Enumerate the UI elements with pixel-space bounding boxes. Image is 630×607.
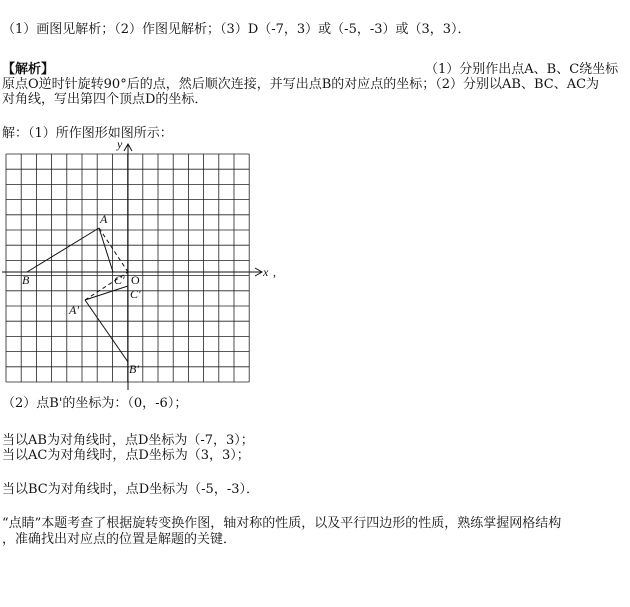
label-b: B [22, 273, 30, 287]
answer-line: （1）画图见解析；（2）作图见解析；（3）D（-7，3）或（-5，-3）或（3，3）． [2, 22, 471, 37]
label-x: x [263, 265, 269, 279]
segment-dashed-ao [99, 228, 128, 272]
comment-line-2: ，准确找出对应点的位置是解题的关键． [2, 532, 237, 547]
ab-diagonal-line: 当以AB为对角线时，点D坐标为（-7，3）； [2, 433, 254, 448]
label-c-prime-2: C' [130, 287, 141, 301]
axes [2, 144, 262, 390]
analysis-line-1: （1）分别作出点A、B、C绕坐标 [425, 62, 619, 77]
label-a: A [100, 212, 108, 226]
label-comma: , [273, 265, 276, 279]
bc-diagonal-line: 当以BC为对角线时，点D坐标为（-5，-3）． [2, 482, 259, 497]
analysis-line-2: 原点O逆时针旋转90°后的点，然后顺次连接，并写出点B的对应点的坐标；（2）分别以AB、BC、AC为 [2, 77, 600, 92]
segment-a1c1 [85, 286, 128, 300]
comment-line-1: “点睛”本题考查了根据旋转变换作图，轴对称的性质，以及平行四边形的性质，熟练掌握网格结构 [2, 516, 562, 531]
solution-line: 解：（1）所作图形如图所示： [2, 126, 173, 141]
label-o: O [131, 273, 140, 287]
coordinate-figure [0, 138, 290, 393]
label-b-prime: B' [129, 362, 139, 376]
segment-ab [27, 228, 99, 272]
segment-ac [99, 228, 113, 272]
label-y: y [117, 138, 123, 151]
segment-a1b1 [85, 300, 128, 362]
label-a-prime: A' [69, 303, 79, 317]
analysis-line-3: 对角线，写出第四个顶点D的坐标． [2, 92, 208, 107]
label-c-prime: C' [114, 273, 125, 287]
figure-labels [22, 138, 276, 376]
shapes [27, 228, 128, 362]
ac-diagonal-line: 当以AC为对角线时，点D坐标为（3，3）； [2, 448, 250, 463]
analysis-heading: 【解析】 [2, 62, 55, 77]
part2-line: （2）点B'的坐标为：（0，-6）； [2, 396, 188, 411]
